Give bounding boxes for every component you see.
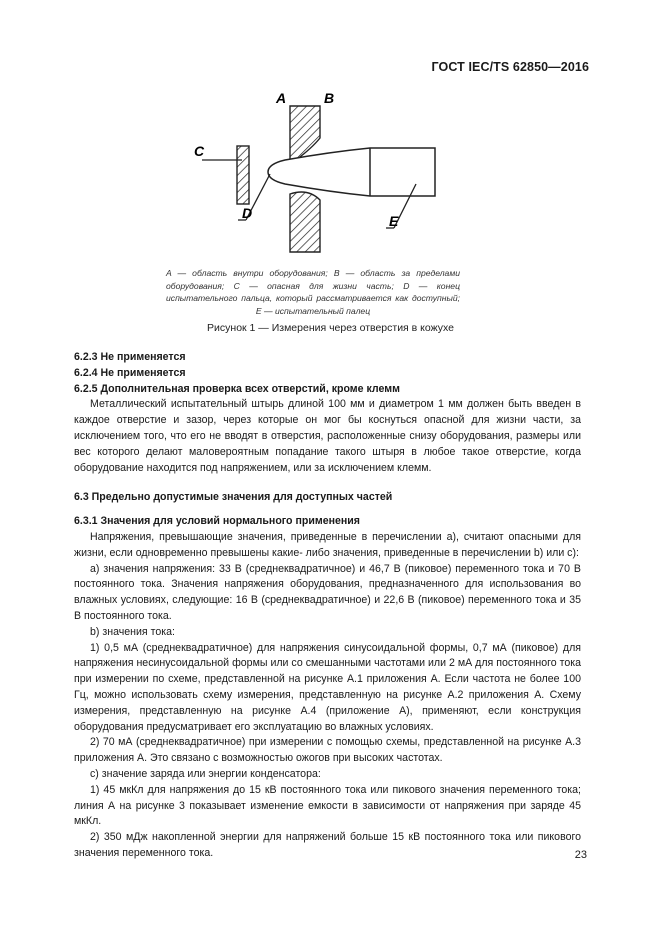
section-heading-6-2-4: 6.2.4 Не применяется bbox=[74, 366, 186, 379]
paragraph-6-3-1-intro: Напряжения, превышающие значения, приведенные в перечислении а), считают опасными для жизни, если одновременно превышены какие- либо значения, приведенные в перечислении b) или с): bbox=[74, 530, 581, 559]
hazardous-part bbox=[237, 146, 249, 204]
list-item-a: а) значения напряжения: 33 В (среднеквадратичное) и 46,7 В (пиковое) переменного тока и 70 В постоянного тока. Значения напряжения оборудования, предназначенного для использования во влажных условиях, следующие: 16 В (среднеквадратичное) и 22,6 В (пиковое) переменного тока и 35 В постоянного тока. bbox=[74, 562, 581, 622]
page-number: 23 bbox=[574, 849, 587, 861]
figure-1-diagram bbox=[180, 88, 480, 268]
section-heading-6-3: 6.3 Предельно допустимые значения для доступных частей bbox=[74, 491, 393, 504]
list-item-c: с) значение заряда или энергии конденсатора: bbox=[90, 767, 321, 780]
label-b: B bbox=[324, 90, 335, 106]
section-heading-6-2-3: 6.2.3 Не применяется bbox=[74, 351, 186, 363]
enclosure-wall-lower bbox=[290, 192, 320, 252]
list-item-b1: 1) 0,5 мА (среднеквадратичное) для напряжения синусоидальной формы, 0,7 мА (пиковое) для напряжения несинусоидальной формы или со смешанными частотами или 2 мА для постоянного тока при измерении по схеме, представленной на рисунке А.1 приложения А. Если частота не более 100 Гц, можно использовать схему измерения, представленную на рисунке А.2 приложения А. Схему измерения, представленную на рисунке А.4 (приложение А), применяют, если конструкция оборудования предусматривает его эксплуатацию во влажных условиях. bbox=[74, 641, 581, 733]
enclosure-wall-upper bbox=[290, 106, 320, 160]
list-item-c2: 2) 350 мДж накопленной энергии для напряжений больше 15 кВ постоянного тока или пикового значения переменного тока. bbox=[74, 831, 581, 859]
figure-legend: A — область внутри оборудования; B — область за пределами оборудования; C — опасная для жизни часть; D — конец испытательного пальца, который рассматривается как доступный; E — испытательный палец bbox=[166, 268, 460, 316]
list-item-b2: 2) 70 мА (среднеквадратичное) при измерении с помощью схемы, представленной на рисунке А.3 приложения А. Это связано с возможностью ожогов при высоких частотах. bbox=[74, 736, 581, 765]
label-c: C bbox=[194, 143, 205, 159]
document-code-header: ГОСТ IEC/TS 62850—2016 bbox=[431, 60, 589, 74]
paragraph-6-2-5: Металлический испытательный штырь длиной 100 мм и диаметром 1 мм должен быть введен в каждое отверстие и зазор, через которые он мог бы коснуться опасной для жизни части, за исключением того, что его не вводят в отверстия, расположенные снизу оборудования, размеры или вес которого делают маловероятным попадание такого штыря в любое такое отверстие, когда оборудование находится под напряжением, или за исключением клемм. bbox=[74, 398, 581, 474]
section-heading-6-3-1: 6.3.1 Значения для условий нормального применения bbox=[74, 515, 360, 528]
list-item-c1: 1) 45 мкКл для напряжения до 15 кВ постоянного тока или пикового значения переменного тока; линия А на рисунке 3 показывает изменение емкости в зависимости от напряжения при заряде 45 мкКл. bbox=[74, 783, 581, 828]
label-d: D bbox=[242, 205, 253, 221]
label-e: E bbox=[389, 213, 399, 229]
main-text bbox=[74, 350, 581, 862]
label-a: A bbox=[276, 90, 287, 106]
section-heading-6-2-5: 6.2.5 Дополнительная проверка всех отверстий, кроме клемм bbox=[74, 382, 400, 395]
list-item-b: b) значения тока: bbox=[90, 625, 175, 638]
figure-caption: Рисунок 1 — Измерения через отверстия в кожухе bbox=[207, 322, 454, 334]
